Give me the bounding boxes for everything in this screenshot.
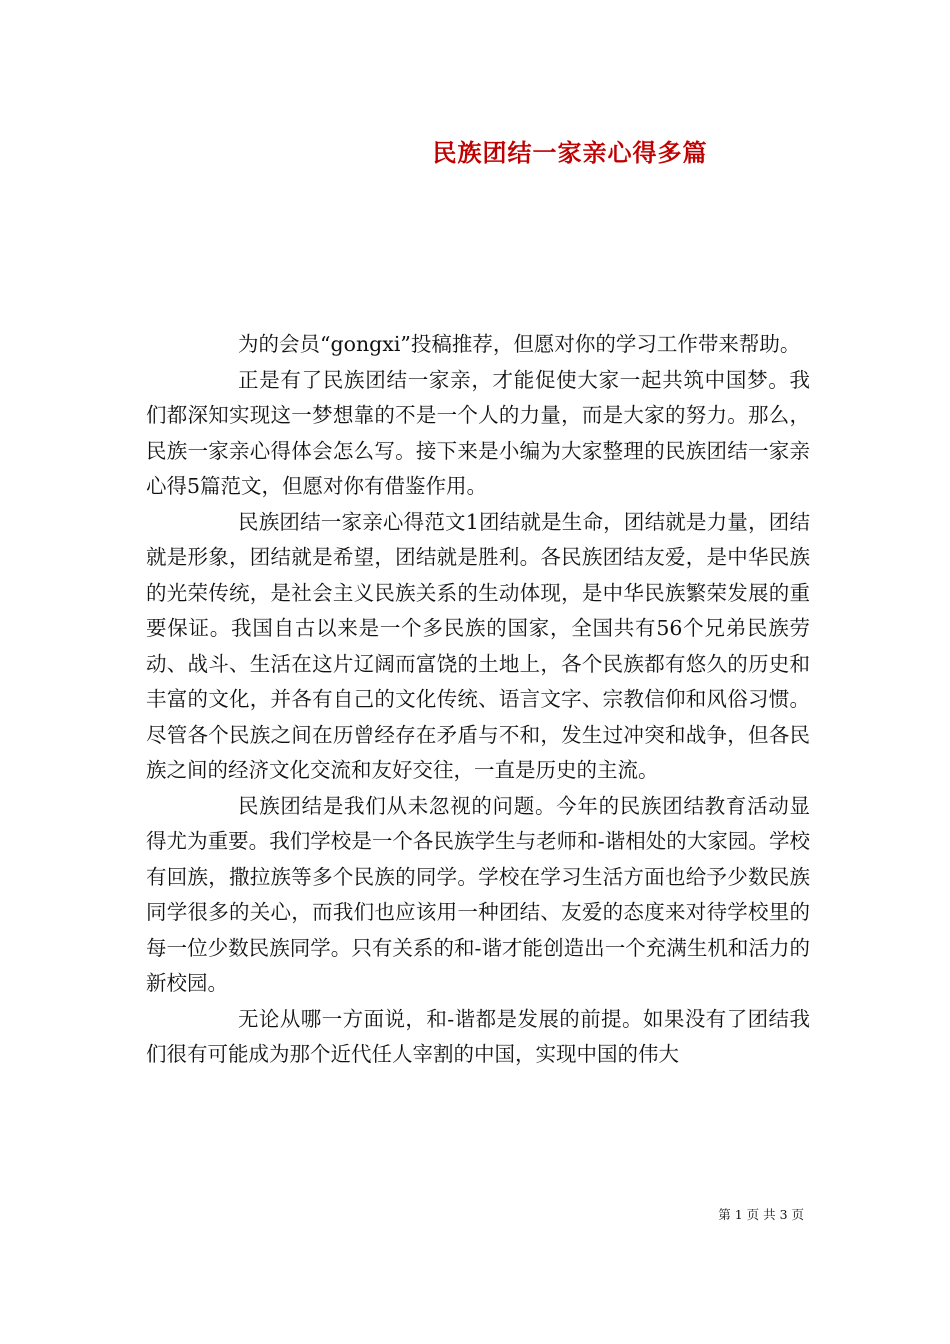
paragraph: 民族团结一家亲心得范文1团结就是生命，团结就是力量，团结就是形象，团结就是希望，团结就是胜利。各民族团结友爱，是中华民族的光荣传统，是社会主义民族关系的生动体现，是中华民族繁荣发展的重要保证。我国自古以来是一个多民族的国家，全国共有56个兄弟民族劳动、战斗、生活在这片辽阔而富饶的土地上，各个民族都有悠久的历史和丰富的文化，并各有自己的文化传统、语言文字、宗教信仰和风俗习惯。尽管各个民族之间在历曾经存在矛盾与不和，发生过冲突和战争，但各民族之间的经济文化交流和友好交往，一直是历史的主流。: [146, 509, 810, 782]
paragraph: 为的会员“gongxi”投稿推荐，但愿对你的学习工作带来帮助。: [238, 332, 801, 356]
page-number-footer: 第 1 页 共 3 页: [718, 1207, 804, 1222]
paragraph: 无论从哪一方面说，和-谐都是发展的前提。如果没有了团结我们很有可能成为那个近代任人宰割的中国，实现中国的伟大: [146, 1006, 810, 1066]
document-title: 民族团结一家亲心得多篇: [432, 138, 708, 167]
paragraph: 民族团结是我们从未忽视的问题。今年的民族团结教育活动显得尤为重要。我们学校是一个各民族学生与老师和-谐相处的大家园。学校有回族，撒拉族等多个民族的同学。学校在学习生活方面也给予少数民族同学很多的关心，而我们也应该用一种团结、友爱的态度来对待学校里的每一位少数民族同学。只有关系的和-谐才能创造出一个充满生机和活力的新校园。: [146, 793, 810, 995]
paragraph: 正是有了民族团结一家亲，才能促使大家一起共筑中国梦。我们都深知实现这一梦想靠的不是一个人的力量，而是大家的努力。那么，民族一家亲心得体会怎么写。接下来是小编为大家整理的民族团结一家亲心得5篇范文，但愿对你有借鉴作用。: [146, 367, 810, 498]
document-body: [146, 327, 810, 1073]
